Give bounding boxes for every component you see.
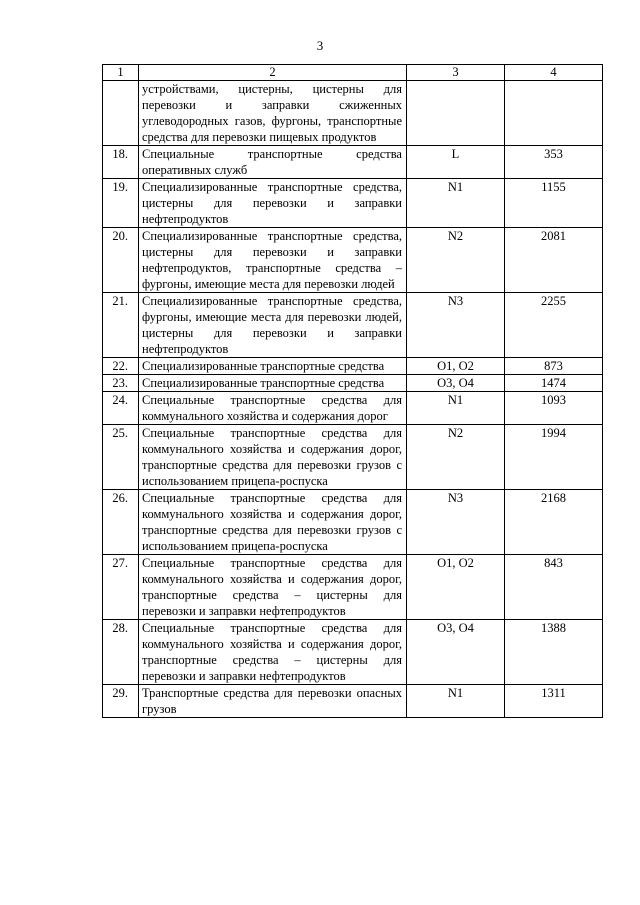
row-description: Специальные транспортные средства для коммунального хозяйства и содержания дорог xyxy=(139,392,407,425)
row-description: Специальные транспортные средства для коммунального хозяйства и содержания дорог, транспортные средства – цистерны для перевозки и заправки нефтепродуктов xyxy=(139,620,407,685)
page-number: 3 xyxy=(316,38,324,53)
row-category: N1 xyxy=(407,392,505,425)
vehicle-table xyxy=(102,64,603,718)
table-row xyxy=(103,81,603,146)
header-row xyxy=(103,65,603,81)
row-number: 21. xyxy=(103,293,139,358)
column-header: 1 xyxy=(103,65,139,81)
row-value xyxy=(505,81,603,146)
table-row xyxy=(103,358,603,375)
row-category: N3 xyxy=(407,293,505,358)
table-row xyxy=(103,228,603,293)
row-description: Специализированные транспортные средства, цистерны для перевозки и заправки нефтепродуктов, транспортные средства – фургоны, имеющие места для перевозки людей xyxy=(139,228,407,293)
row-description: устройствами, цистерны, цистерны для перевозки и заправки сжиженных углеводородных газов, фургоны, транспортные средства для перевозки пищевых продуктов xyxy=(139,81,407,146)
table-row xyxy=(103,685,603,718)
row-number: 23. xyxy=(103,375,139,392)
row-number: 19. xyxy=(103,179,139,228)
row-value: 873 xyxy=(505,358,603,375)
table-row xyxy=(103,490,603,555)
row-number: 29. xyxy=(103,685,139,718)
row-category: N2 xyxy=(407,425,505,490)
table-row xyxy=(103,293,603,358)
row-value: 843 xyxy=(505,555,603,620)
row-description: Специализированные транспортные средства xyxy=(139,358,407,375)
column-header: 3 xyxy=(407,65,505,81)
row-category: O1, O2 xyxy=(407,358,505,375)
row-category: O1, O2 xyxy=(407,555,505,620)
row-number: 26. xyxy=(103,490,139,555)
row-value: 1474 xyxy=(505,375,603,392)
row-description: Специализированные транспортные средства xyxy=(139,375,407,392)
row-description: Специальные транспортные средства для коммунального хозяйства и содержания дорог, транспортные средства для перевозки грузов с использованием прицепа-роспуска xyxy=(139,425,407,490)
row-value: 353 xyxy=(505,146,603,179)
row-number: 28. xyxy=(103,620,139,685)
row-category: N2 xyxy=(407,228,505,293)
row-description: Специальные транспортные средства для коммунального хозяйства и содержания дорог, транспортные средства для перевозки грузов с использованием прицепа-роспуска xyxy=(139,490,407,555)
row-description: Специальные транспортные средства для коммунального хозяйства и содержания дорог, транспортные средства – цистерны для перевозки и заправки нефтепродуктов xyxy=(139,555,407,620)
row-value: 2081 xyxy=(505,228,603,293)
row-category: O3, O4 xyxy=(407,375,505,392)
row-value: 1994 xyxy=(505,425,603,490)
table-row xyxy=(103,620,603,685)
table-row xyxy=(103,425,603,490)
row-category xyxy=(407,81,505,146)
row-value: 1155 xyxy=(505,179,603,228)
row-description: Специализированные транспортные средства, фургоны, имеющие места для перевозки людей, цистерны для перевозки и заправки нефтепродуктов xyxy=(139,293,407,358)
row-number: 20. xyxy=(103,228,139,293)
row-category: N1 xyxy=(407,179,505,228)
row-description: Специализированные транспортные средства, цистерны для перевозки и заправки нефтепродуктов xyxy=(139,179,407,228)
row-value: 1388 xyxy=(505,620,603,685)
table-row xyxy=(103,179,603,228)
row-number: 18. xyxy=(103,146,139,179)
row-number xyxy=(103,81,139,146)
table-row xyxy=(103,555,603,620)
row-value: 1311 xyxy=(505,685,603,718)
row-category: O3, O4 xyxy=(407,620,505,685)
column-header: 2 xyxy=(139,65,407,81)
row-number: 27. xyxy=(103,555,139,620)
row-category: N3 xyxy=(407,490,505,555)
row-number: 24. xyxy=(103,392,139,425)
row-number: 22. xyxy=(103,358,139,375)
row-category: L xyxy=(407,146,505,179)
table-row xyxy=(103,392,603,425)
table-row xyxy=(103,146,603,179)
row-value: 2255 xyxy=(505,293,603,358)
row-value: 1093 xyxy=(505,392,603,425)
row-category: N1 xyxy=(407,685,505,718)
row-description: Транспортные средства для перевозки опасных грузов xyxy=(139,685,407,718)
table-row xyxy=(103,375,603,392)
row-value: 2168 xyxy=(505,490,603,555)
column-header: 4 xyxy=(505,65,603,81)
row-description: Специальные транспортные средства оперативных служб xyxy=(139,146,407,179)
row-number: 25. xyxy=(103,425,139,490)
